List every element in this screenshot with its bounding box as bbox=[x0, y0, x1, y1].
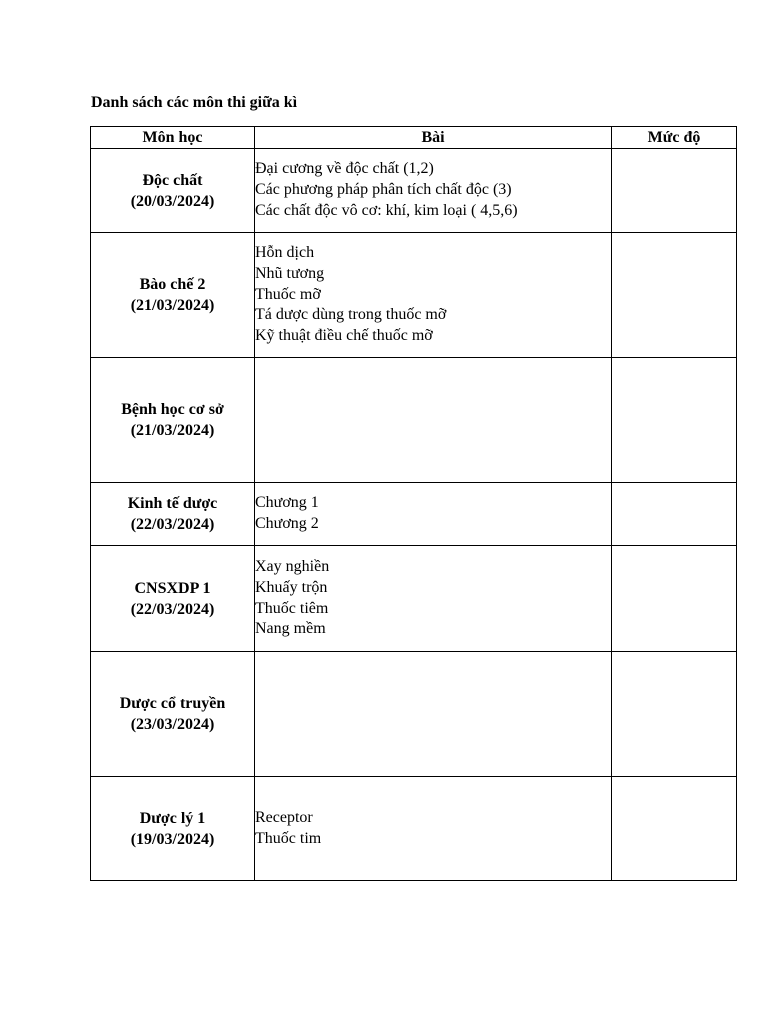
subject-name: Độc chất bbox=[142, 171, 203, 189]
table-row bbox=[91, 233, 737, 358]
exam-schedule-table bbox=[90, 126, 737, 881]
lesson-item: Đại cương về độc chất (1,2) bbox=[255, 160, 434, 178]
subject-date: (19/03/2024) bbox=[130, 830, 215, 848]
subject-name: CNSXDP 1 bbox=[134, 579, 211, 597]
lesson-item: Các chất độc vô cơ: khí, kim loại ( 4,5,6) bbox=[255, 201, 518, 219]
document-title: Danh sách các môn thi giữa kì bbox=[91, 94, 298, 111]
lesson-item: Chương 1 bbox=[255, 494, 319, 512]
header-subject: Môn học bbox=[91, 127, 255, 149]
lessons-cell bbox=[255, 233, 612, 358]
subject-date: (20/03/2024) bbox=[130, 192, 215, 210]
lesson-item: Xay nghiền bbox=[255, 557, 330, 575]
lesson-item: Kỹ thuật điều chế thuốc mỡ bbox=[255, 327, 433, 345]
table-row bbox=[91, 777, 737, 881]
lesson-item: Thuốc mỡ bbox=[255, 285, 321, 303]
level-cell bbox=[612, 233, 737, 358]
level-cell bbox=[612, 149, 737, 233]
subject-date: (21/03/2024) bbox=[130, 422, 215, 439]
lesson-item: Khuấy trộn bbox=[255, 578, 328, 596]
table-row bbox=[91, 358, 737, 483]
lesson-item: Hỗn dịch bbox=[255, 244, 315, 261]
lesson-item: Thuốc tiêm bbox=[255, 599, 329, 617]
subject-date: (21/03/2024) bbox=[130, 297, 215, 314]
table-row bbox=[91, 652, 737, 777]
lesson-item: Thuốc tim bbox=[255, 829, 322, 847]
header-lessons: Bài bbox=[255, 127, 612, 149]
subject-name: Bệnh học cơ sở bbox=[121, 401, 224, 418]
lesson-item: Nhũ tương bbox=[255, 264, 325, 282]
lesson-item: Receptor bbox=[255, 808, 313, 826]
level-cell bbox=[612, 546, 737, 652]
subject-cell bbox=[91, 149, 255, 233]
lessons-cell bbox=[255, 358, 612, 483]
lesson-item: Tá dược dùng trong thuốc mỡ bbox=[255, 306, 447, 324]
lesson-item: Nang mềm bbox=[255, 620, 326, 638]
lesson-item: Các phương pháp phân tích chất độc (3) bbox=[255, 181, 512, 199]
header-level: Mức độ bbox=[612, 127, 737, 149]
level-cell bbox=[612, 777, 737, 881]
subject-cell bbox=[91, 483, 255, 546]
subject-cell bbox=[91, 233, 255, 358]
subject-cell bbox=[91, 546, 255, 652]
table-row bbox=[91, 483, 737, 546]
subject-date: (23/03/2024) bbox=[130, 716, 215, 733]
table-row bbox=[91, 546, 737, 652]
lessons-cell bbox=[255, 652, 612, 777]
subject-date: (22/03/2024) bbox=[130, 600, 215, 618]
subject-date: (22/03/2024) bbox=[130, 516, 215, 533]
table-body bbox=[91, 149, 737, 881]
subject-name: Bào chế 2 bbox=[139, 276, 206, 293]
subject-cell bbox=[91, 777, 255, 881]
subject-cell bbox=[91, 358, 255, 483]
lessons-cell bbox=[255, 546, 612, 652]
lesson-item: Chương 2 bbox=[255, 515, 319, 532]
subject-name: Dược cổ truyền bbox=[119, 695, 226, 712]
table-row bbox=[91, 149, 737, 233]
lessons-cell bbox=[255, 777, 612, 881]
level-cell bbox=[612, 483, 737, 546]
lessons-cell bbox=[255, 149, 612, 233]
subject-cell bbox=[91, 652, 255, 777]
subject-name: Kinh tế dược bbox=[127, 495, 218, 512]
subject-name: Dược lý 1 bbox=[139, 809, 206, 827]
lessons-cell bbox=[255, 483, 612, 546]
level-cell bbox=[612, 652, 737, 777]
table-header-row bbox=[91, 127, 737, 149]
level-cell bbox=[612, 358, 737, 483]
